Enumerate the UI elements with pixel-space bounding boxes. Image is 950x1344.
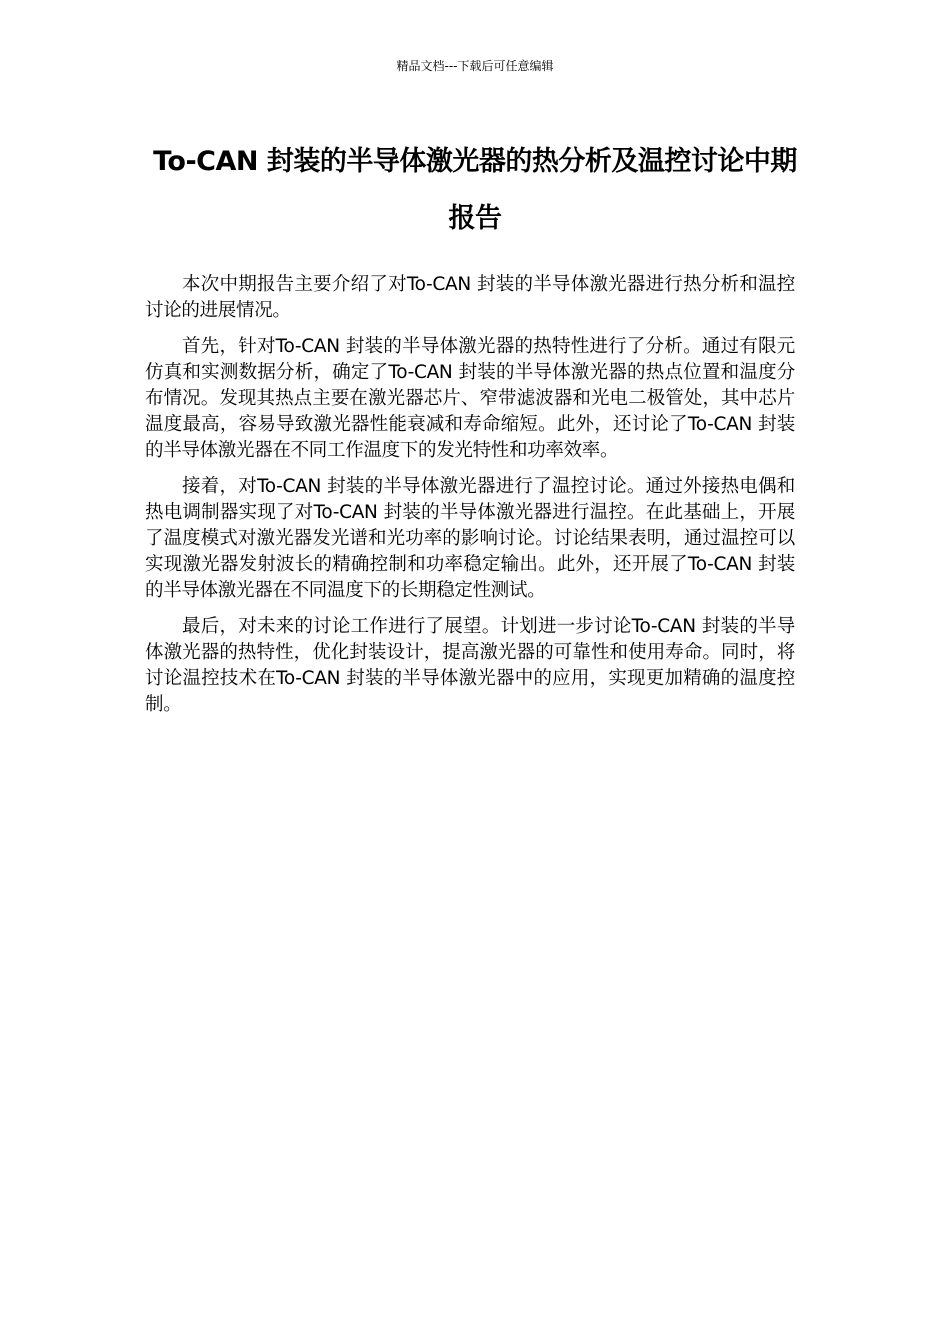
paragraph-outlook: 最后，对未来的讨论工作进行了展望。计划进一步讨论To-CAN 封装的半导体激光器的热特性，优化封装设计，提高激光器的可靠性和使用寿命。同时，将讨论温控技术在To-CAN 封装的半导体激光器中的应用，实现更加精确的温度控制。: [145, 616, 795, 715]
paragraph-intro: 本次中期报告主要介绍了对To-CAN 封装的半导体激光器进行热分析和温控讨论的进展情况。: [145, 274, 795, 321]
paragraph-temperature-control: 接着，对To-CAN 封装的半导体激光器进行了温控讨论。通过外接热电偶和热电调制器实现了对To-CAN 封装的半导体激光器进行温控。在此基础上，开展了温度模式对激光器发光谱和光功率的影响讨论。讨论结果表明，通过温控可以实现激光器发射波长的精确控制和功率稳定输出。此外，还开展了To-CAN 封装的半导体激光器在不同温度下的长期稳定性测试。: [145, 476, 795, 601]
document-title: To-CAN 封装的半导体激光器的热分析及温控讨论中期报告: [153, 146, 797, 234]
header-note: 精品文档---下载后可任意编辑: [396, 59, 554, 73]
paragraph-thermal-analysis: 首先，针对To-CAN 封装的半导体激光器的热特性进行了分析。通过有限元仿真和实测数据分析，确定了To-CAN 封装的半导体激光器的热点位置和温度分布情况。发现其热点主要在激光器芯片、窄带滤波器和光电二极管处，其中芯片温度最高，容易导致激光器性能衰减和寿命缩短。此外，还讨论了To-CAN 封装的半导体激光器在不同工作温度下的发光特性和功率效率。: [145, 336, 795, 461]
document-body: [145, 272, 795, 728]
